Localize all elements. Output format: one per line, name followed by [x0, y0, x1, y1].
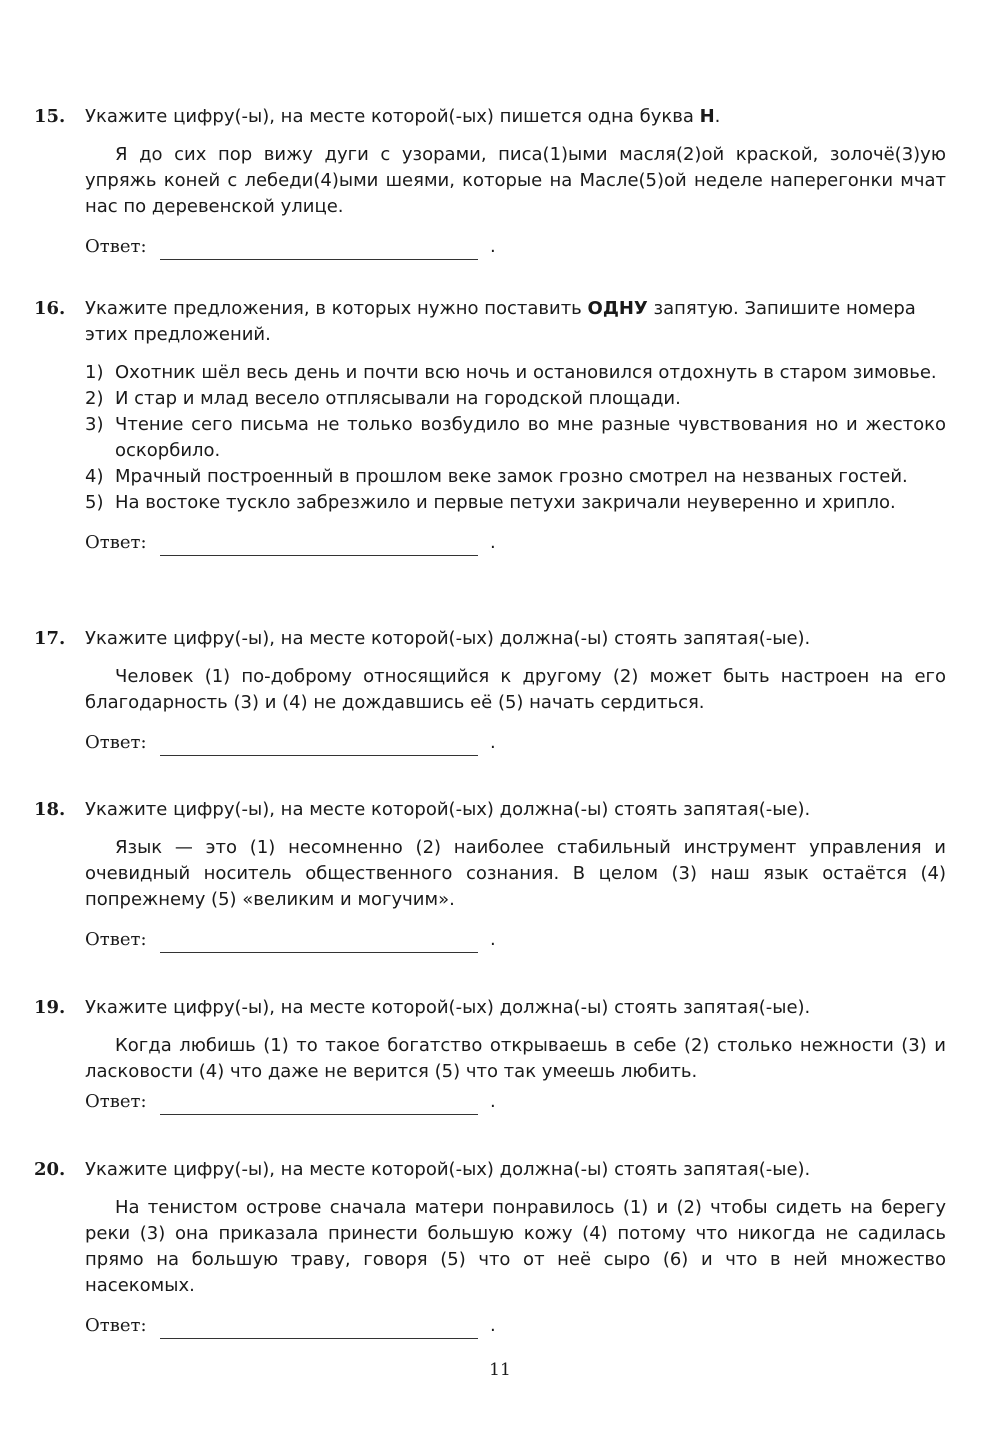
answer-row: [85, 1313, 946, 1339]
task-number: 16.: [34, 298, 66, 319]
option-number: 2): [85, 388, 104, 409]
option-number: 5): [85, 492, 104, 513]
task-question: [85, 104, 946, 130]
answer-row: [85, 530, 946, 556]
task-text: На тенистом острове сначала матери понравилось (1) и (2) чтобы сидеть на берегу реки (3) она приказала принести большую кожу (4) потому что никогда не садилась прямо на большую траву, говоря (5) что от неё сыро (6) и что в ней множество насекомых.: [85, 1197, 946, 1296]
task-number: 17.: [34, 628, 66, 649]
page-number: 11: [489, 1360, 511, 1380]
answer-row: [85, 234, 946, 260]
answer-field[interactable]: [160, 537, 478, 556]
answer-dot: .: [490, 929, 496, 950]
task-15: [34, 104, 946, 260]
task-number: 15.: [34, 106, 66, 127]
answer-field[interactable]: [160, 241, 478, 260]
question-emphasis: ОДНУ: [587, 298, 648, 319]
option-number: 1): [85, 362, 104, 383]
answer-field[interactable]: [160, 1320, 478, 1339]
option-text: Чтение сего письма не только возбудило во мне разные чувствования но и жестоко оскорбило.: [115, 414, 946, 461]
option-number: 3): [85, 414, 104, 435]
task-18: [34, 797, 946, 953]
question-text-end: запятую. Запишите номера этих предложений.: [85, 298, 916, 345]
question-text: Укажите цифру(-ы), на месте которой(-ых) пишется одна буква: [85, 106, 700, 127]
task-20: [34, 1157, 946, 1339]
task-text: Я до сих пор вижу дуги с узорами, писа(1)ыми масля(2)ой краской, золочё(3)ую упряжь коней с лебеди(4)ыми шеями, которые на Масле(5)ой неделе наперегонки мчат нас по деревенской улице.: [85, 144, 946, 217]
task-text: Человек (1) по-доброму относящийся к другому (2) может быть настроен на его благодарность (3) и (4) не дождавшись её (5) начать сердиться.: [85, 666, 946, 713]
question-text: Укажите предложения, в которых нужно поставить: [85, 298, 588, 319]
option-item: [85, 490, 946, 516]
answer-field[interactable]: [160, 1096, 478, 1115]
answer-label: Ответ:: [85, 929, 147, 950]
question-emphasis: Н: [699, 106, 715, 127]
option-item: [85, 386, 946, 412]
answer-label: Ответ:: [85, 236, 147, 257]
task-question: Укажите цифру(-ы), на месте которой(-ых) должна(-ы) стоять запятая(-ые).: [85, 997, 811, 1018]
answer-dot: .: [490, 1091, 496, 1112]
answer-row: [85, 730, 946, 756]
answer-label: Ответ:: [85, 532, 147, 553]
answer-field[interactable]: [160, 737, 478, 756]
answer-dot: .: [490, 1315, 496, 1336]
task-text: Когда любишь (1) то такое богатство открываешь в себе (2) столько нежности (3) и ласковости (4) что даже не верится (5) что так умеешь любить.: [85, 1035, 946, 1082]
option-item: [85, 360, 946, 386]
option-number: 4): [85, 466, 104, 487]
answer-row: [85, 1089, 946, 1115]
answer-label: Ответ:: [85, 1091, 147, 1112]
option-text: И стар и млад весело отплясывали на городской площади.: [115, 388, 681, 409]
answer-row: [85, 927, 946, 953]
option-text: Охотник шёл весь день и почти всю ночь и остановился отдохнуть в старом зимовье.: [115, 362, 937, 383]
answer-dot: .: [490, 732, 496, 753]
task-number: 19.: [34, 997, 66, 1018]
question-text-end: .: [714, 106, 721, 127]
options-list: [85, 360, 946, 516]
option-text: Мрачный построенный в прошлом веке замок грозно смотрел на незваных гостей.: [115, 466, 908, 487]
task-text: Язык — это (1) несомненно (2) наиболее стабильный инструмент управления и очевидный носитель общественного сознания. В целом (3) наш язык остаётся (4) попрежнему (5) «великим и могучим».: [85, 837, 946, 910]
task-number: 20.: [34, 1159, 66, 1180]
answer-field[interactable]: [160, 934, 478, 953]
option-text: На востоке тускло забрезжило и первые петухи закричали неуверенно и хрипло.: [115, 492, 896, 513]
answer-label: Ответ:: [85, 1315, 147, 1336]
option-item: [85, 464, 946, 490]
task-question: Укажите цифру(-ы), на месте которой(-ых) должна(-ы) стоять запятая(-ые).: [85, 628, 811, 649]
task-17: [34, 626, 946, 756]
task-number: 18.: [34, 799, 66, 820]
answer-label: Ответ:: [85, 732, 147, 753]
task-16: [34, 296, 946, 556]
answer-dot: .: [490, 236, 496, 257]
task-question: [85, 296, 946, 348]
task-question: Укажите цифру(-ы), на месте которой(-ых) должна(-ы) стоять запятая(-ые).: [85, 799, 811, 820]
answer-dot: .: [490, 532, 496, 553]
task-question: Укажите цифру(-ы), на месте которой(-ых) должна(-ы) стоять запятая(-ые).: [85, 1159, 811, 1180]
task-19: [34, 995, 946, 1115]
option-item: [85, 412, 946, 464]
